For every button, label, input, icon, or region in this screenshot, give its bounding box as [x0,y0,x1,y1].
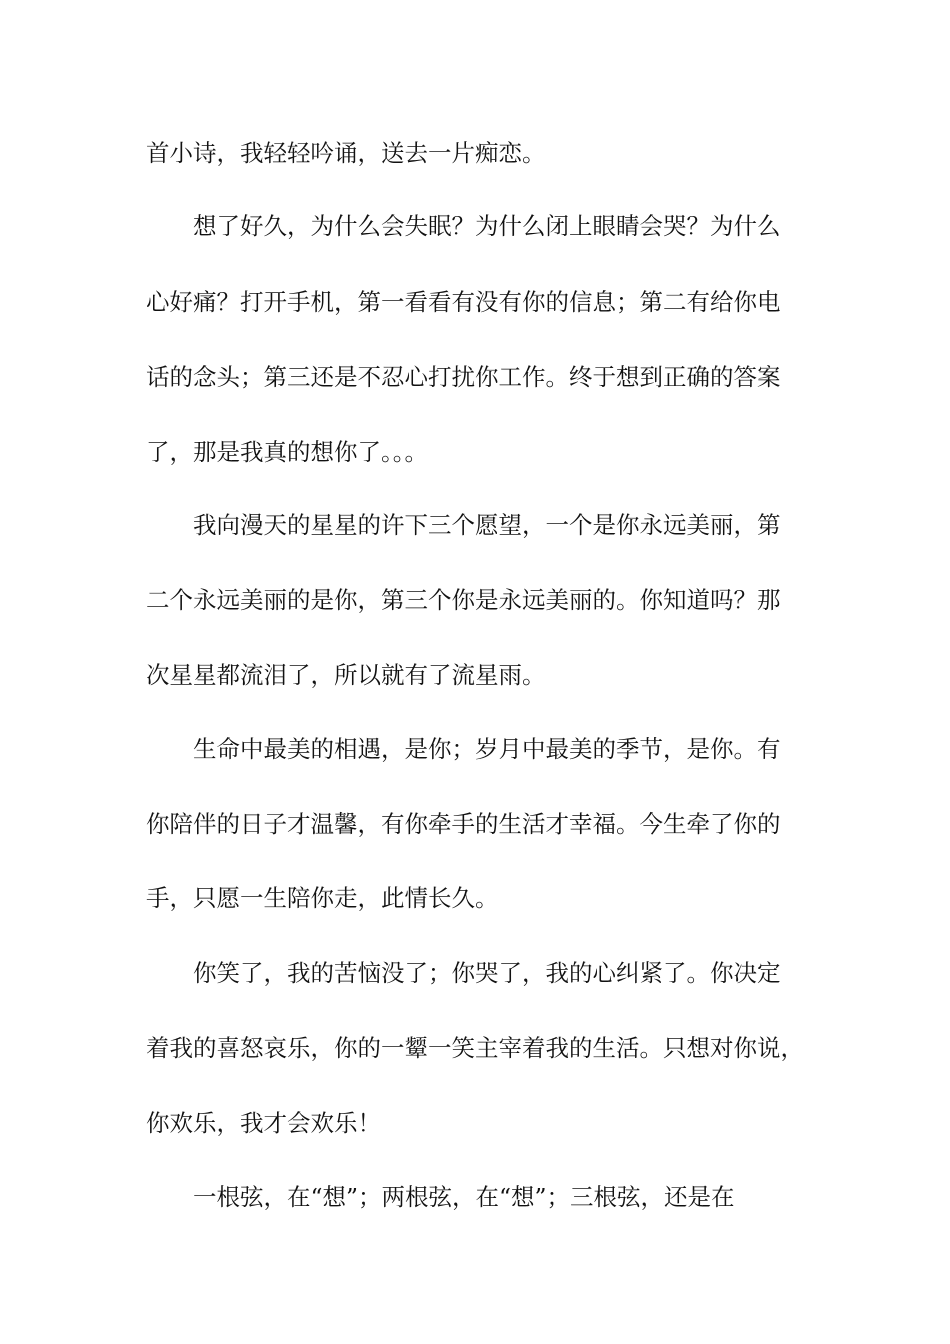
text-line: 着我的喜怒哀乐，你的一颦一笑主宰着我的生活。只想对你说， [146,1034,804,1062]
paragraph-start-line: 想了好久，为什么会失眠？为什么闭上眼睛会哭？为什么 [193,212,781,240]
paragraph-start-line: 一根弦，在“想”；两根弦，在“想”；三根弦，还是在 [193,1183,735,1211]
text-line: 你欢乐，我才会欢乐！ [146,1109,381,1137]
text-line: 话的念头；第三还是不忍心打扰你工作。终于想到正确的答案 [146,363,781,391]
text-line: 心好痛？打开手机，第一看看有没有你的信息；第二有给你电 [146,288,781,316]
text-line: 你陪伴的日子才温馨，有你牵手的生活才幸福。今生牵了你的 [146,810,781,838]
paragraph-start-line: 你笑了，我的苦恼没了；你哭了，我的心纠紧了。你决定 [193,959,781,987]
text-line: 次星星都流泪了，所以就有了流星雨。 [146,661,546,689]
paragraph-start-line: 我向漫天的星星的许下三个愿望，一个是你永远美丽，第 [193,511,781,539]
text-line: 手，只愿一生陪你走，此情长久。 [146,884,499,912]
text-line: 二个永远美丽的是你，第三个你是永远美丽的。你知道吗？那 [146,586,781,614]
text-line: 首小诗，我轻轻吟诵，送去一片痴恋。 [146,139,546,167]
text-line: 了，那是我真的想你了。。。 [146,438,428,466]
paragraph-start-line: 生命中最美的相遇，是你；岁月中最美的季节，是你。有 [193,735,781,763]
